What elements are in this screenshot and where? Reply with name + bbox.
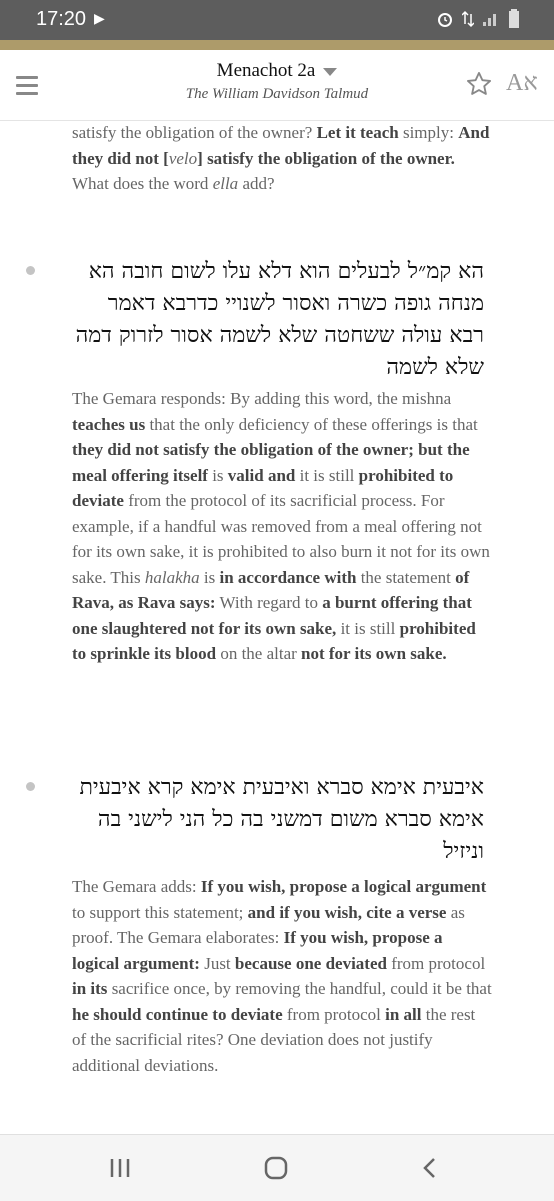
status-time: 17:20 bbox=[36, 8, 87, 30]
system-nav-bar bbox=[0, 1134, 554, 1201]
home-icon[interactable] bbox=[262, 1153, 290, 1183]
book-title: Menachot 2a bbox=[216, 60, 316, 81]
signal-icon bbox=[482, 11, 500, 27]
status-icons bbox=[436, 9, 520, 29]
intro-english: satisfy the obligation of the owner? Let it teach simply: And they did not [velo] satisfy the obligation of the owner. What does the word ella add? bbox=[72, 123, 490, 193]
menu-icon[interactable] bbox=[16, 76, 38, 94]
chevron-down-icon bbox=[323, 68, 337, 76]
title-block bbox=[130, 60, 424, 103]
battery-icon bbox=[508, 9, 520, 29]
alarm-icon bbox=[436, 10, 454, 28]
text-content[interactable] bbox=[0, 120, 554, 1134]
app-header bbox=[0, 50, 554, 121]
book-subtitle: The William Davidson Talmud bbox=[185, 86, 369, 102]
play-store-icon: ▶ bbox=[94, 10, 105, 26]
segment-bullet bbox=[26, 266, 35, 275]
segment-hebrew: איבעית אימא סברא ואיבעית אימא קרא איבעית אימא סברא משום דמשני בה כל הני לישני בה וניזיל bbox=[79, 775, 484, 864]
language-toggle-icon[interactable]: Aא bbox=[506, 70, 538, 96]
segment-hebrew: הא קמ״ל לבעלים הוא דלא עלו לשום חובה הא מנחה גופה כשרה ואסור לשנויי כדרבא דאמר רבא עולה ששחטה שלא לשמה אסור לזרוק דמה שלא לשמה bbox=[75, 259, 484, 380]
recent-apps-icon[interactable] bbox=[108, 1153, 132, 1183]
back-icon[interactable] bbox=[420, 1153, 440, 1183]
data-arrows-icon bbox=[462, 10, 474, 28]
star-icon[interactable] bbox=[465, 70, 493, 98]
segment-bullet bbox=[26, 782, 35, 791]
segment-english: The Gemara adds: If you wish, propose a logical argument to support this statement; and if you wish, cite a verse as proof. The Gemara elaborates: If you wish, propose a logical argument: Just because one deviated from protocol in its sacrifice once, by removing the handful, could it be that he should continue to deviate from protocol in all the rest of the sacrificial rites? One deviation does not justify additional deviations. bbox=[72, 877, 492, 1075]
book-title-dropdown[interactable] bbox=[130, 60, 424, 82]
status-bar bbox=[0, 0, 554, 40]
accent-bar bbox=[0, 40, 554, 50]
segment-english: The Gemara responds: By adding this word, the mishna teaches us that the only deficiency of these offerings is that they did not satisfy the obligation of the owner; but the meal offering itself is valid and it is still prohibited to deviate from the protocol of its sacrificial process. For example, if a handful was removed from a meal offering not for its own sake, it is prohibited to also burn it not for its own sake. This halakha is in accordance with the statement of Rava, as Rava says: With regard to a burnt offering that one slaughtered not for its own sake, it is still prohibited to sprinkle its blood on the altar not for its own sake. bbox=[72, 389, 490, 663]
